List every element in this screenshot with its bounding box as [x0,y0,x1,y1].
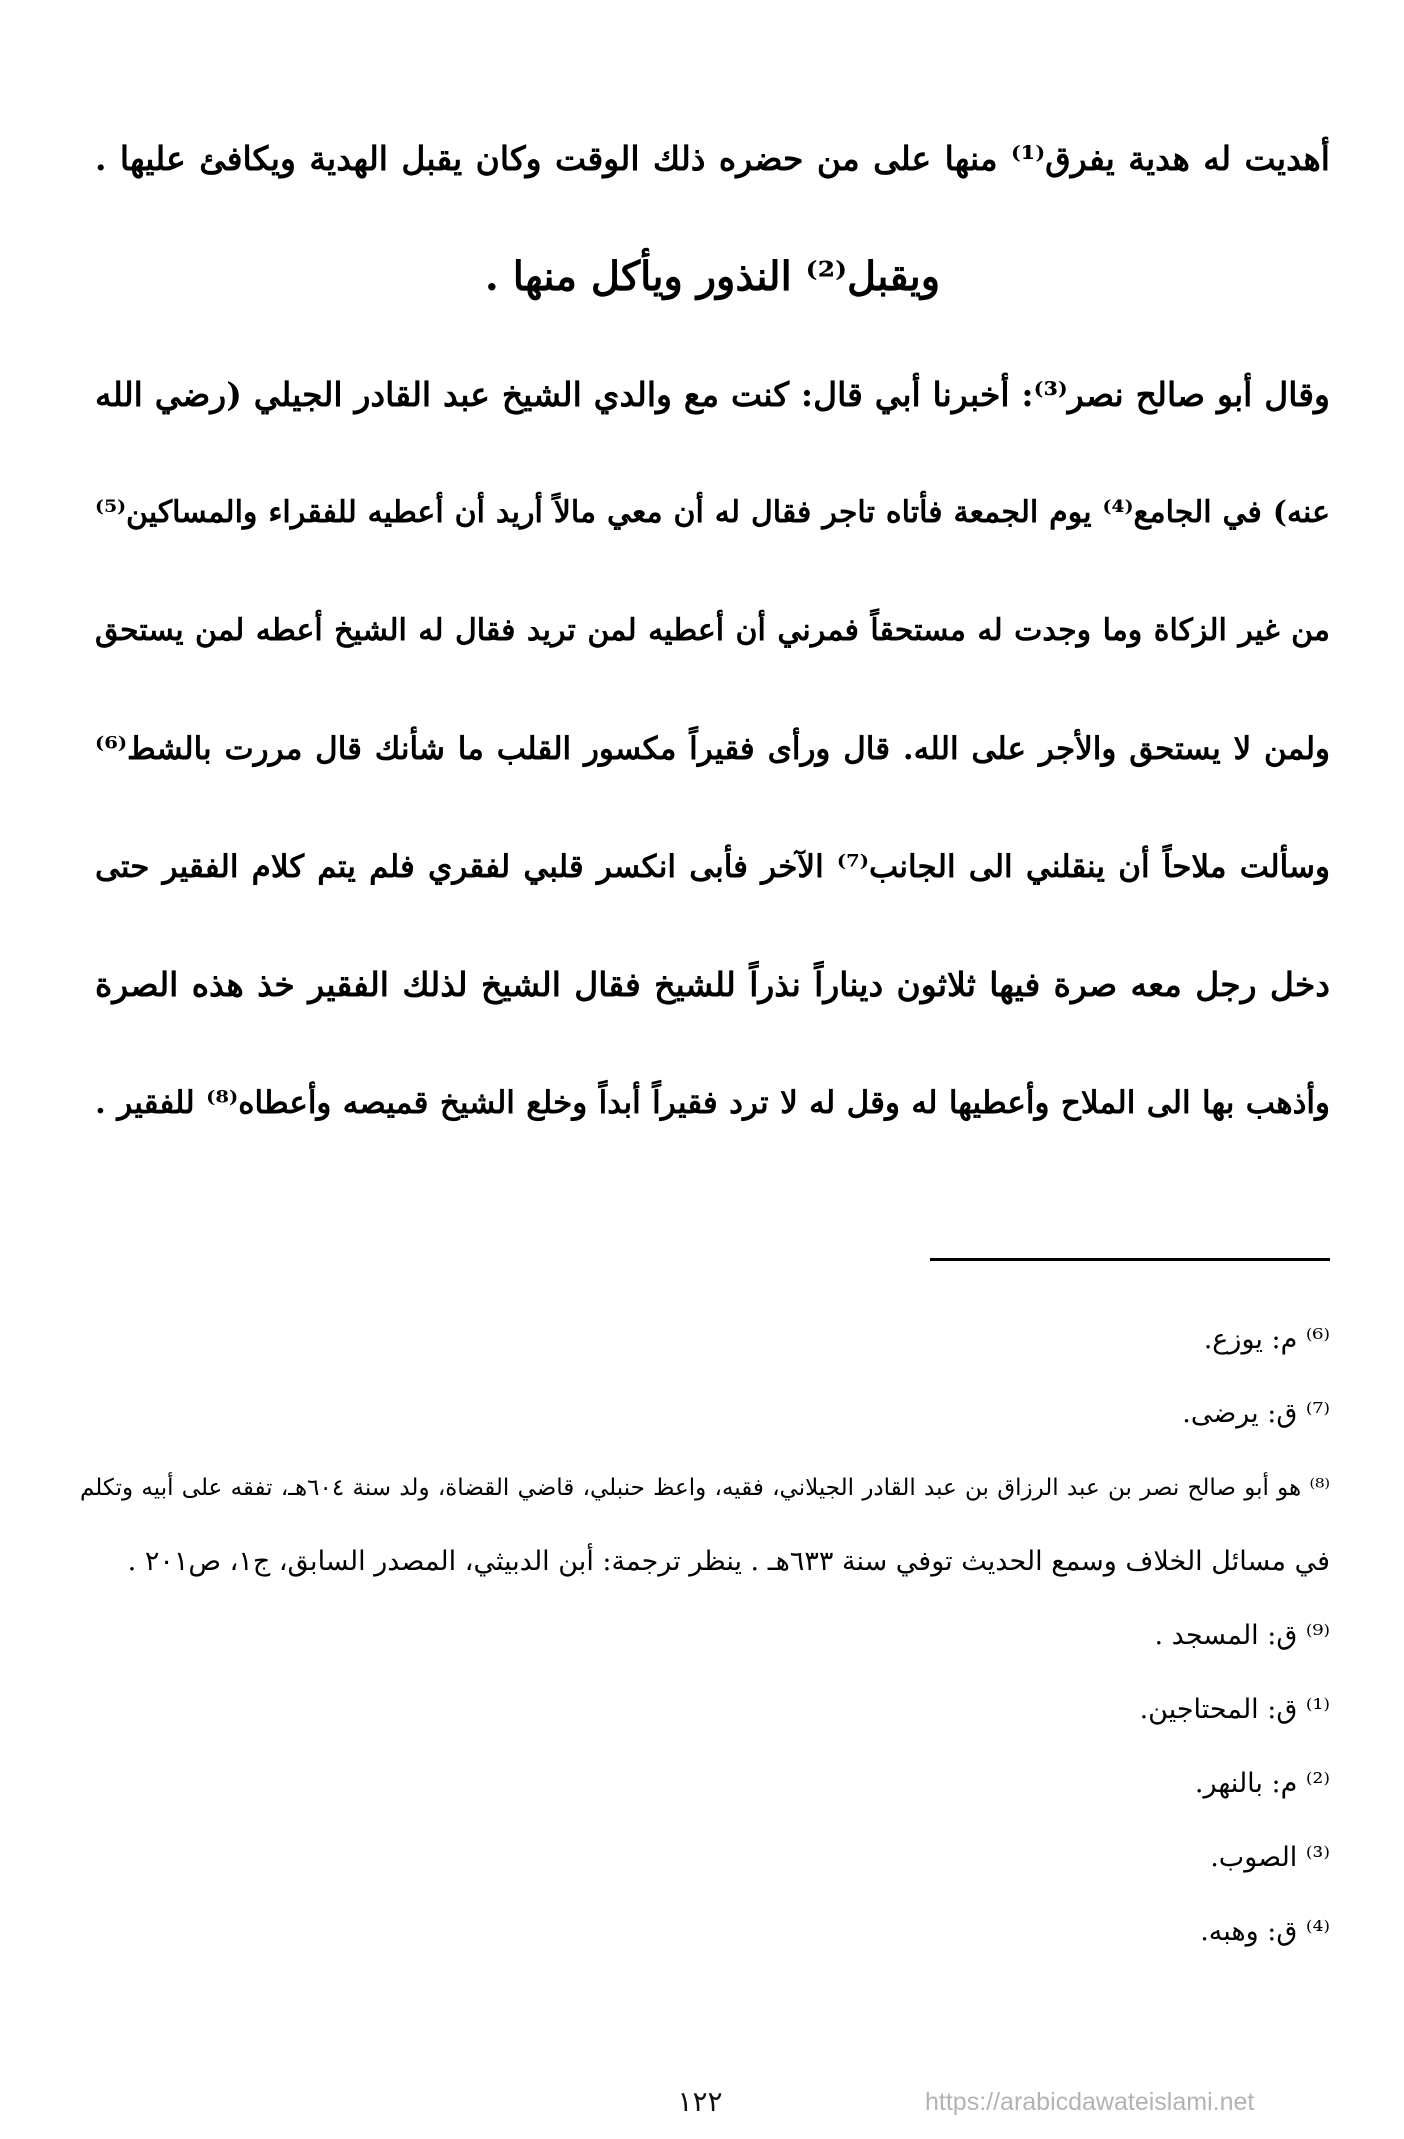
footnote-divider [930,1258,1330,1261]
footnote-line: في مسائل الخلاف وسمع الحديث توفي سنة ٦٣٣هـ . ينظر ترجمة: أبن الدبيثي، المصدر السابق، ج١، ص٢٠١ . [127,1546,1330,1577]
footnote-line: ⁽³⁾ الصوب. [1210,1842,1330,1873]
main-text-line: دخل رجل معه صرة فيها ثلاثون ديناراً نذراً للشيخ فقال الشيخ لذلك الفقير خذ هذه الصرة [95,965,1330,1004]
footnotes-block [80,1303,1330,1969]
footnote-line: ⁽⁹⁾ ق: المسجد . [1154,1620,1330,1651]
main-text-line: وسألت ملاحاً أن ينقلني الى الجانب⁽⁷⁾ الآخر فأبى انكسر قلبي لفقري فلم يتم كلام الفقير حتى [95,849,1330,885]
main-text-line: وقال أبو صالح نصر⁽³⁾: أخبرنا أبي قال: كنت مع والدي الشيخ عبد القادر الجيلي (رضي الله [95,375,1330,414]
watermark-url: https://arabicdawateislami.net [925,2088,1255,2116]
main-text-line: ولمن لا يستحق والأجر على الله. قال ورأى فقيراً مكسور القلب ما شأنك قال مررت بالشط⁽⁶⁾ [95,731,1330,767]
footnote-line: ⁽⁴⁾ ق: وهبه. [1200,1916,1330,1947]
main-text-line: أهديت له هدية يفرق⁽¹⁾ منها على من حضره ذلك الوقت وكان يقبل الهدية ويكافئ عليها . [95,139,1330,178]
main-text-block [95,100,1330,1162]
main-text-line: من غير الزكاة وما وجدت له مستحقاً فمرني أن أعطيه لمن تريد فقال له الشيخ أعطه لمن يستحق [95,613,1330,648]
main-text-line: وأذهب بها الى الملاح وأعطيها له وقل له لا ترد فقيراً أبداً وخلع الشيخ قميصه وأعطاه⁽⁸⁾ للفقير . [95,1085,1330,1121]
page-number: ١٢٢ [677,2085,723,2118]
main-text-line: عنه) في الجامع⁽⁴⁾ يوم الجمعة فأتاه تاجر فقال له أن معي مالاً أريد أن أعطيه للفقراء والمساكين⁽⁵⁾ [95,495,1330,530]
footnote-line: ⁽¹⁾ ق: المحتاجين. [1139,1694,1330,1725]
footnote-line: ⁽⁸⁾ هو أبو صالح نصر بن عبد الرزاق بن عبد القادر الجيلاني، فقيه، واعظ حنبلي، قاضي القضاة، ولد سنة ٦٠٤هـ، تفقه على أبيه وتكلم [80,1475,1331,1501]
main-text-line: ويقبل⁽²⁾ النذور ويأكل منها . [484,253,941,300]
footnote-line: ⁽²⁾ م: بالنهر. [1194,1768,1330,1799]
footnote-line: ⁽⁷⁾ ق: يرضى. [1182,1398,1330,1429]
footnote-line: ⁽⁶⁾ م: يوزع. [1203,1324,1330,1355]
